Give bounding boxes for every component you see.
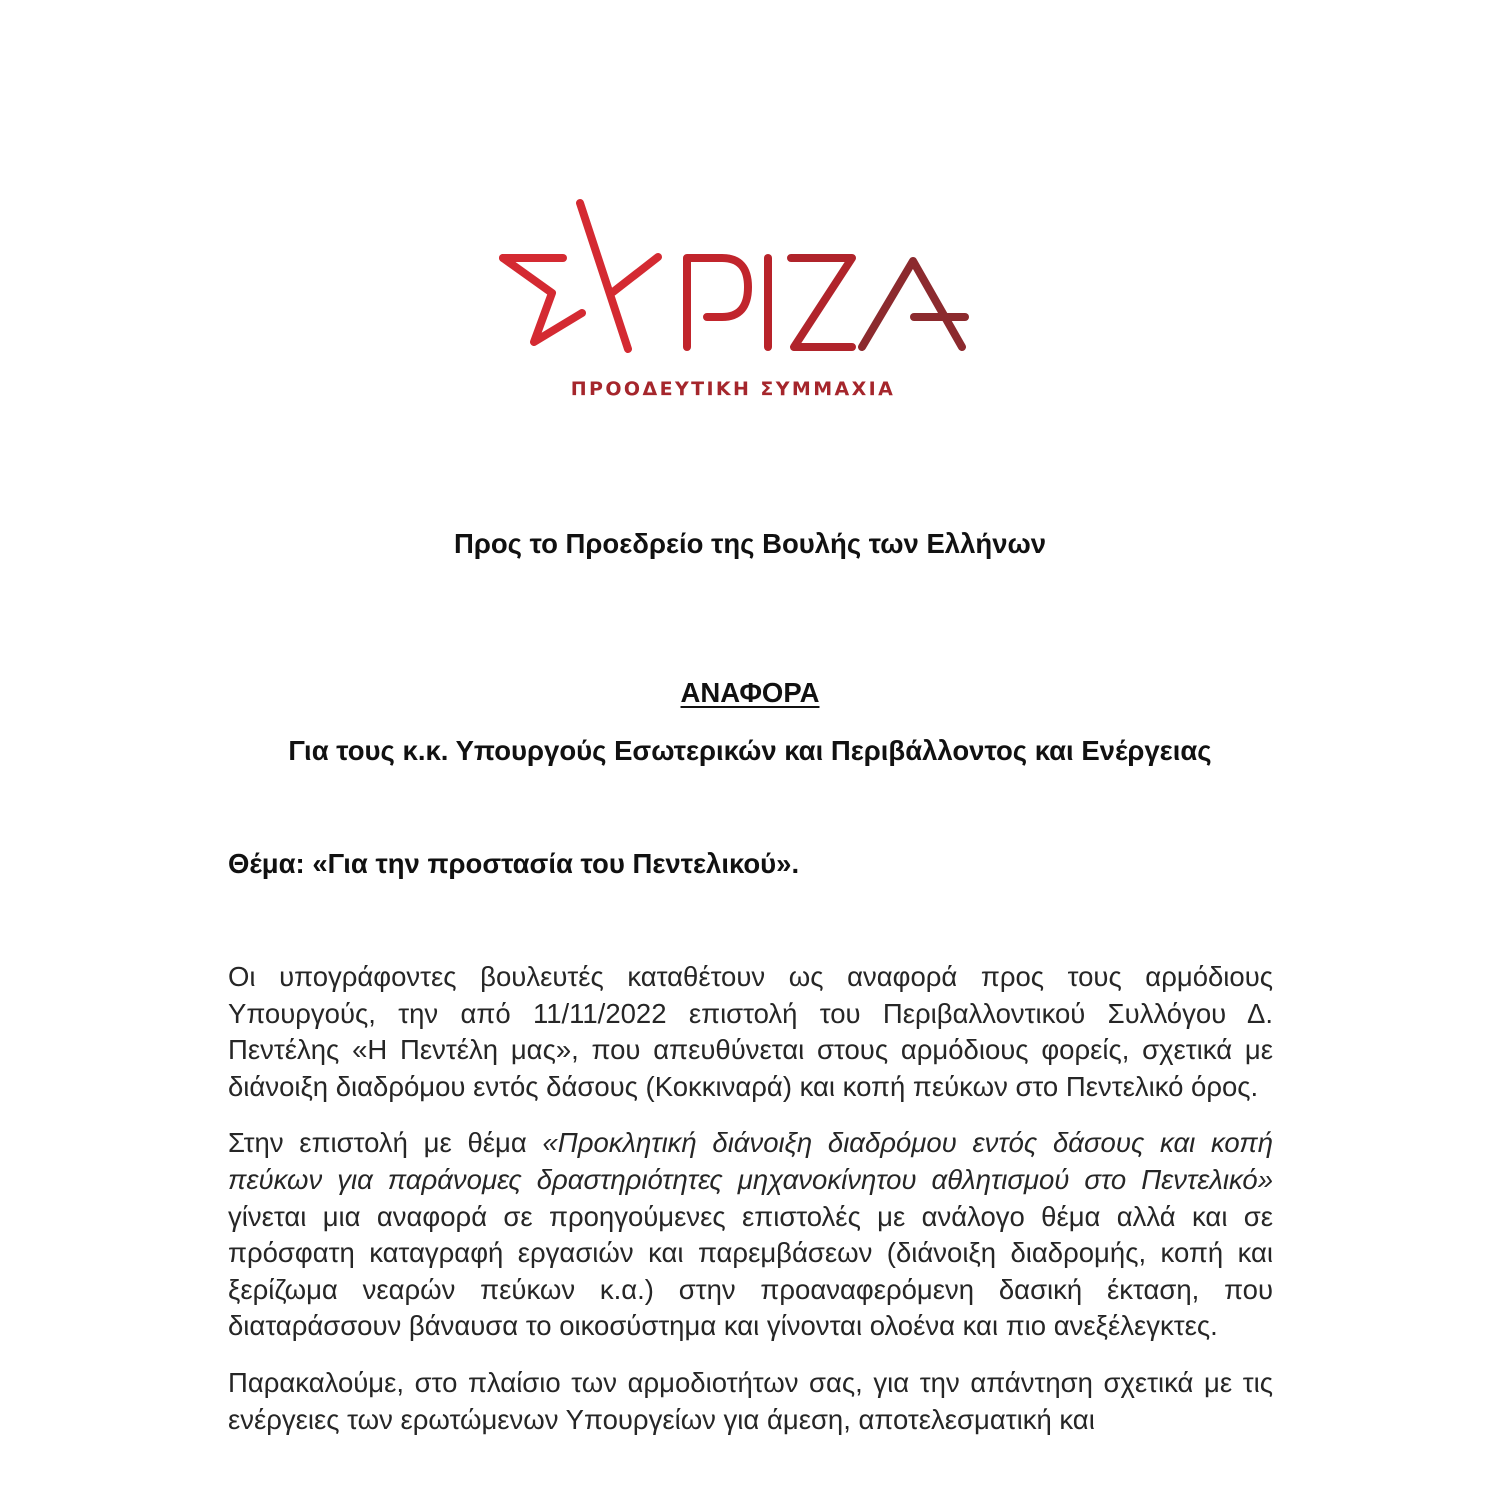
- body-paragraph-2: [228, 1125, 1273, 1345]
- document-type-label: ΑΝΑΦΟΡΑ: [680, 677, 820, 708]
- letter-a: [862, 261, 965, 347]
- syriza-logo: [0, 0, 1500, 420]
- document-body: [228, 959, 1273, 1458]
- body-paragraph-3: Παρακαλούμε, στο πλαίσιο των αρμοδιοτήτων σας, για την απάντηση σχετικά με τις ενέργειες των ερωτώμενων Υπουργείων για άμεση, αποτελεσματική και: [228, 1366, 1273, 1435]
- paragraph-2-suffix: γίνεται μια αναφορά σε προηγούμενες επιστολές με ανάλογο θέμα αλλά και σε πρόσφατη καταγραφή εργασιών και παρεμβάσεων (διάνοιξη διαδρομής, κοπή και ξερίζωμα νεαρών πεύκων κ.α.) στην προαναφερόμενη δασική έκταση, που διαταράσσουν βάναυσα το οικοσύστημα και γίνονται ολοένα και πιο ανεξέλεγκτες.: [228, 1200, 1273, 1342]
- recipients-heading: Για τους κ.κ. Υπουργούς Εσωτερικών και Περιβάλλοντος και Ενέργειας: [288, 735, 1212, 766]
- paragraph-2-prefix: Στην επιστολή με θέμα: [228, 1127, 543, 1159]
- sigma-star-mark: [503, 203, 658, 349]
- letter-z: [791, 258, 852, 347]
- letter-p: [687, 258, 748, 347]
- addressee-heading: Προς το Προεδρείο της Βουλής των Ελλήνων: [453, 528, 1047, 559]
- logo-tagline: ΠΡΟΟΔΕΥΤΙΚΗ ΣΥΜΜΑΧΙΑ: [570, 378, 896, 400]
- letter-title-italic: «Προκλητική διάνοιξη διαδρόμου εντός δάσους και κοπή πεύκων για παράνομες δραστηριότητες μηχανοκίνητου αθλητισμού στο Πεντελικό»: [228, 1127, 1273, 1195]
- body-paragraph-1: Οι υπογράφοντες βουλευτές καταθέτουν ως αναφορά προς τους αρμόδιους Υπουργούς, την από 11/11/2022 επιστολή του Περιβαλλοντικού Συλλόγου Δ. Πεντέλης «Η Πεντέλη μας», που απευθύνεται στους αρμόδιους φορείς, σχετικά με διάνοιξη διαδρόμου εντός δάσους (Κοκκιναρά) και κοπή πεύκων στο Πεντελικό όρος.: [228, 961, 1273, 1102]
- document-type-heading: [0, 677, 1500, 709]
- subject-line: Θέμα: «Για την προστασία του Πεντελικού».: [228, 848, 800, 879]
